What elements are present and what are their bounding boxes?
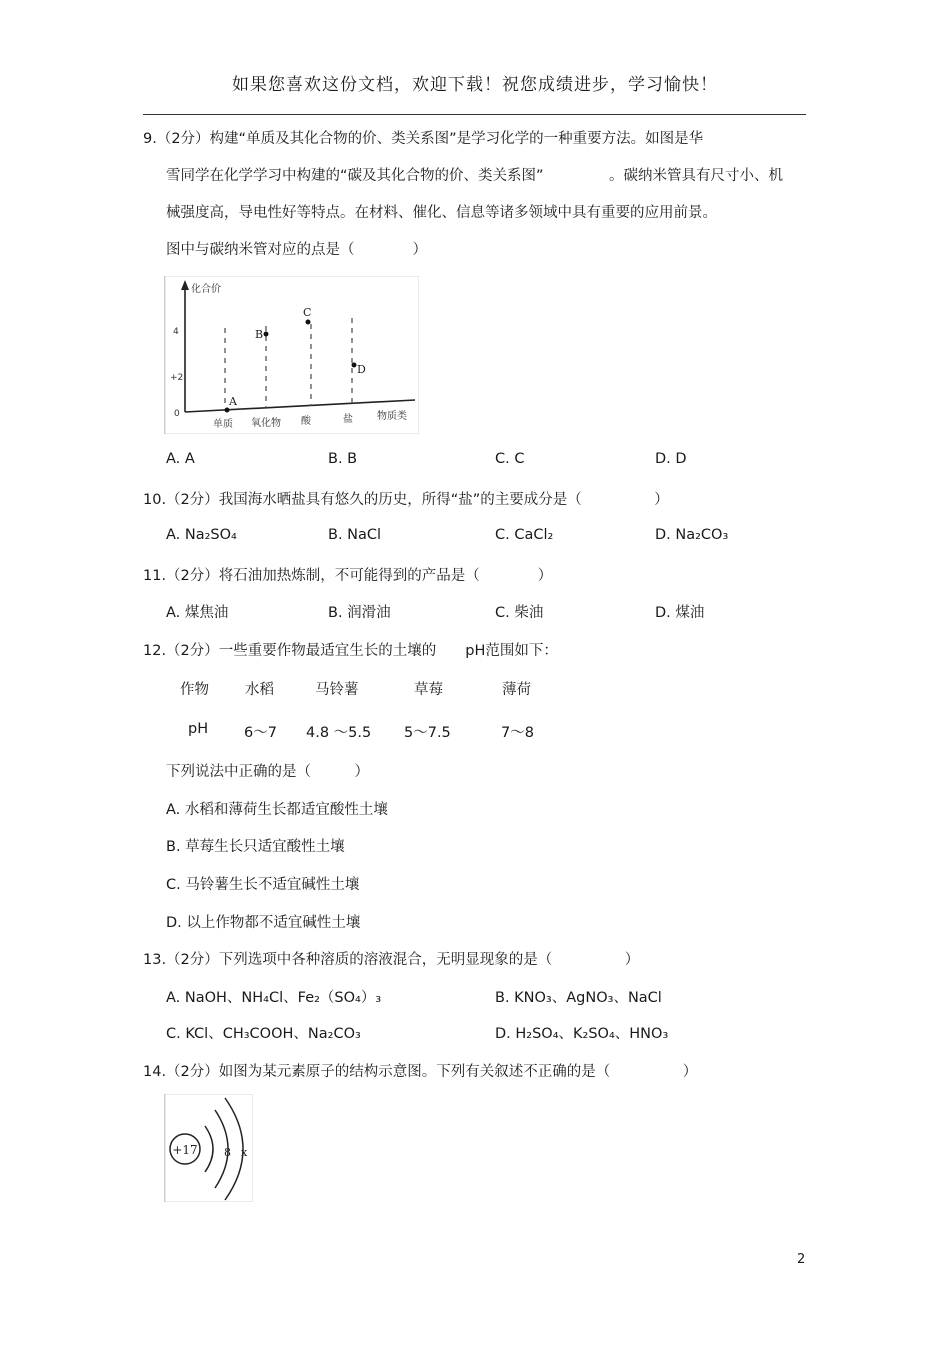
q9-option-b: B. B bbox=[328, 451, 358, 467]
q12-table-header-strawberry: 草莓 bbox=[414, 682, 443, 698]
shell-2-electrons: 8 bbox=[224, 1146, 231, 1159]
header-rule bbox=[143, 114, 806, 115]
page-number: 2 bbox=[797, 1252, 806, 1267]
q10-option-a: A. Na₂SO₄ bbox=[166, 527, 237, 543]
x-label-oxide: 氧化物 bbox=[251, 418, 281, 429]
q12-table-ph-mint: 7～8 bbox=[501, 725, 534, 741]
q9-line2b: 。碳纳米管具有尺寸小、机 bbox=[609, 168, 783, 184]
q10-stem: 10.（2分）我国海水晒盐具有悠久的历史，所得“盐”的主要成分是（ ） bbox=[143, 492, 669, 508]
q13-option-a: A. NaOH、NH₄Cl、Fe₂（SO₄）₃ bbox=[166, 990, 382, 1006]
q12-stem: 12.（2分）一些重要作物最适宜生长的土壤的 pH范围如下： bbox=[143, 643, 558, 659]
shell-3-electrons: x bbox=[241, 1146, 248, 1159]
q9-line2a: 雪同学在化学学习中构建的“碳及其化合物的价、类关系图” bbox=[166, 168, 544, 184]
q12-table-ph-potato: 4.8 ～5.5 bbox=[306, 725, 372, 741]
q9-option-d: D. D bbox=[655, 451, 687, 467]
q11-option-c: C. 柴油 bbox=[495, 605, 544, 621]
y-axis-label: 化合价 bbox=[191, 284, 221, 295]
q14-atom-diagram bbox=[164, 1094, 253, 1202]
q9-line3: 械强度高，导电性好等特点。在材料、催化、信息等诸多领域中具有重要的应用前景。 bbox=[166, 205, 717, 221]
q9-line1: 9.（2分）构建“单质及其化合物的价、类关系图”是学习化学的一种重要方法。如图是华 bbox=[143, 131, 704, 147]
q13-stem: 13.（2分）下列选项中各种溶质的溶液混合，无明显现象的是（ ） bbox=[143, 952, 640, 968]
q10-option-b: B. NaCl bbox=[328, 527, 382, 543]
q12-option-d: D. 以上作物都不适宜碱性土壤 bbox=[166, 915, 361, 931]
q10-option-d: D. Na₂CO₃ bbox=[655, 527, 729, 543]
x-label-salt: 盐 bbox=[343, 414, 353, 425]
q11-stem: 11.（2分）将石油加热炼制，不可能得到的产品是（ ） bbox=[143, 568, 553, 584]
x-label-category: 物质类 bbox=[377, 411, 407, 422]
q11-option-b: B. 润滑油 bbox=[328, 605, 391, 621]
x-label-element: 单质 bbox=[213, 419, 233, 430]
q9-line4: 图中与碳纳米管对应的点是（ ） bbox=[166, 242, 427, 258]
q9-valence-figure bbox=[164, 276, 419, 434]
point-b-label: B bbox=[255, 328, 264, 341]
point-b bbox=[264, 332, 269, 337]
point-d bbox=[352, 363, 357, 368]
q12-prompt: 下列说法中正确的是（ ） bbox=[166, 764, 369, 780]
nucleus-charge: +17 bbox=[172, 1143, 198, 1157]
point-c-label: C bbox=[303, 306, 312, 319]
q14-stem: 14.（2分）如图为某元素原子的结构示意图。下列有关叙述不正确的是（ ） bbox=[143, 1064, 698, 1080]
point-c bbox=[306, 320, 311, 325]
q12-table-header-potato: 马铃薯 bbox=[315, 682, 359, 698]
q12-table-ph-label: pH bbox=[188, 721, 209, 737]
q11-option-d: D. 煤油 bbox=[655, 605, 705, 621]
q12-table-ph-rice: 6～7 bbox=[244, 725, 277, 741]
q11-option-a: A. 煤焦油 bbox=[166, 605, 229, 621]
q12-table-header-rice: 水稻 bbox=[245, 682, 274, 698]
q9-option-c: C. C bbox=[495, 451, 525, 467]
q12-option-c: C. 马铃薯生长不适宜碱性土壤 bbox=[166, 877, 360, 893]
q13-option-d: D. H₂SO₄、K₂SO₄、HNO₃ bbox=[495, 1026, 669, 1042]
q12-table-header-mint: 薄荷 bbox=[502, 682, 531, 698]
y-tick-2: +2 bbox=[170, 373, 184, 383]
page-header: 如果您喜欢这份文档，欢迎下载！祝您成绩进步，学习愉快！ bbox=[232, 75, 718, 95]
q10-option-c: C. CaCl₂ bbox=[495, 527, 554, 543]
point-a bbox=[225, 408, 230, 413]
y-tick-4: 4 bbox=[173, 327, 179, 337]
q13-option-c: C. KCl、CH₃COOH、Na₂CO₃ bbox=[166, 1026, 361, 1042]
q12-option-a: A. 水稻和薄荷生长都适宜酸性土壤 bbox=[166, 802, 388, 818]
point-d-label: D bbox=[357, 363, 366, 376]
y-tick-0: 0 bbox=[174, 409, 180, 419]
point-a-label: A bbox=[229, 395, 237, 408]
x-label-acid: 酸 bbox=[301, 416, 311, 427]
q12-table-ph-strawberry: 5～7.5 bbox=[404, 725, 451, 741]
q12-option-b: B. 草莓生长只适宜酸性土壤 bbox=[166, 839, 345, 855]
q12-table-header-crop: 作物 bbox=[180, 682, 209, 698]
q13-option-b: B. KNO₃、AgNO₃、NaCl bbox=[495, 990, 662, 1006]
q9-option-a: A. A bbox=[166, 451, 195, 467]
